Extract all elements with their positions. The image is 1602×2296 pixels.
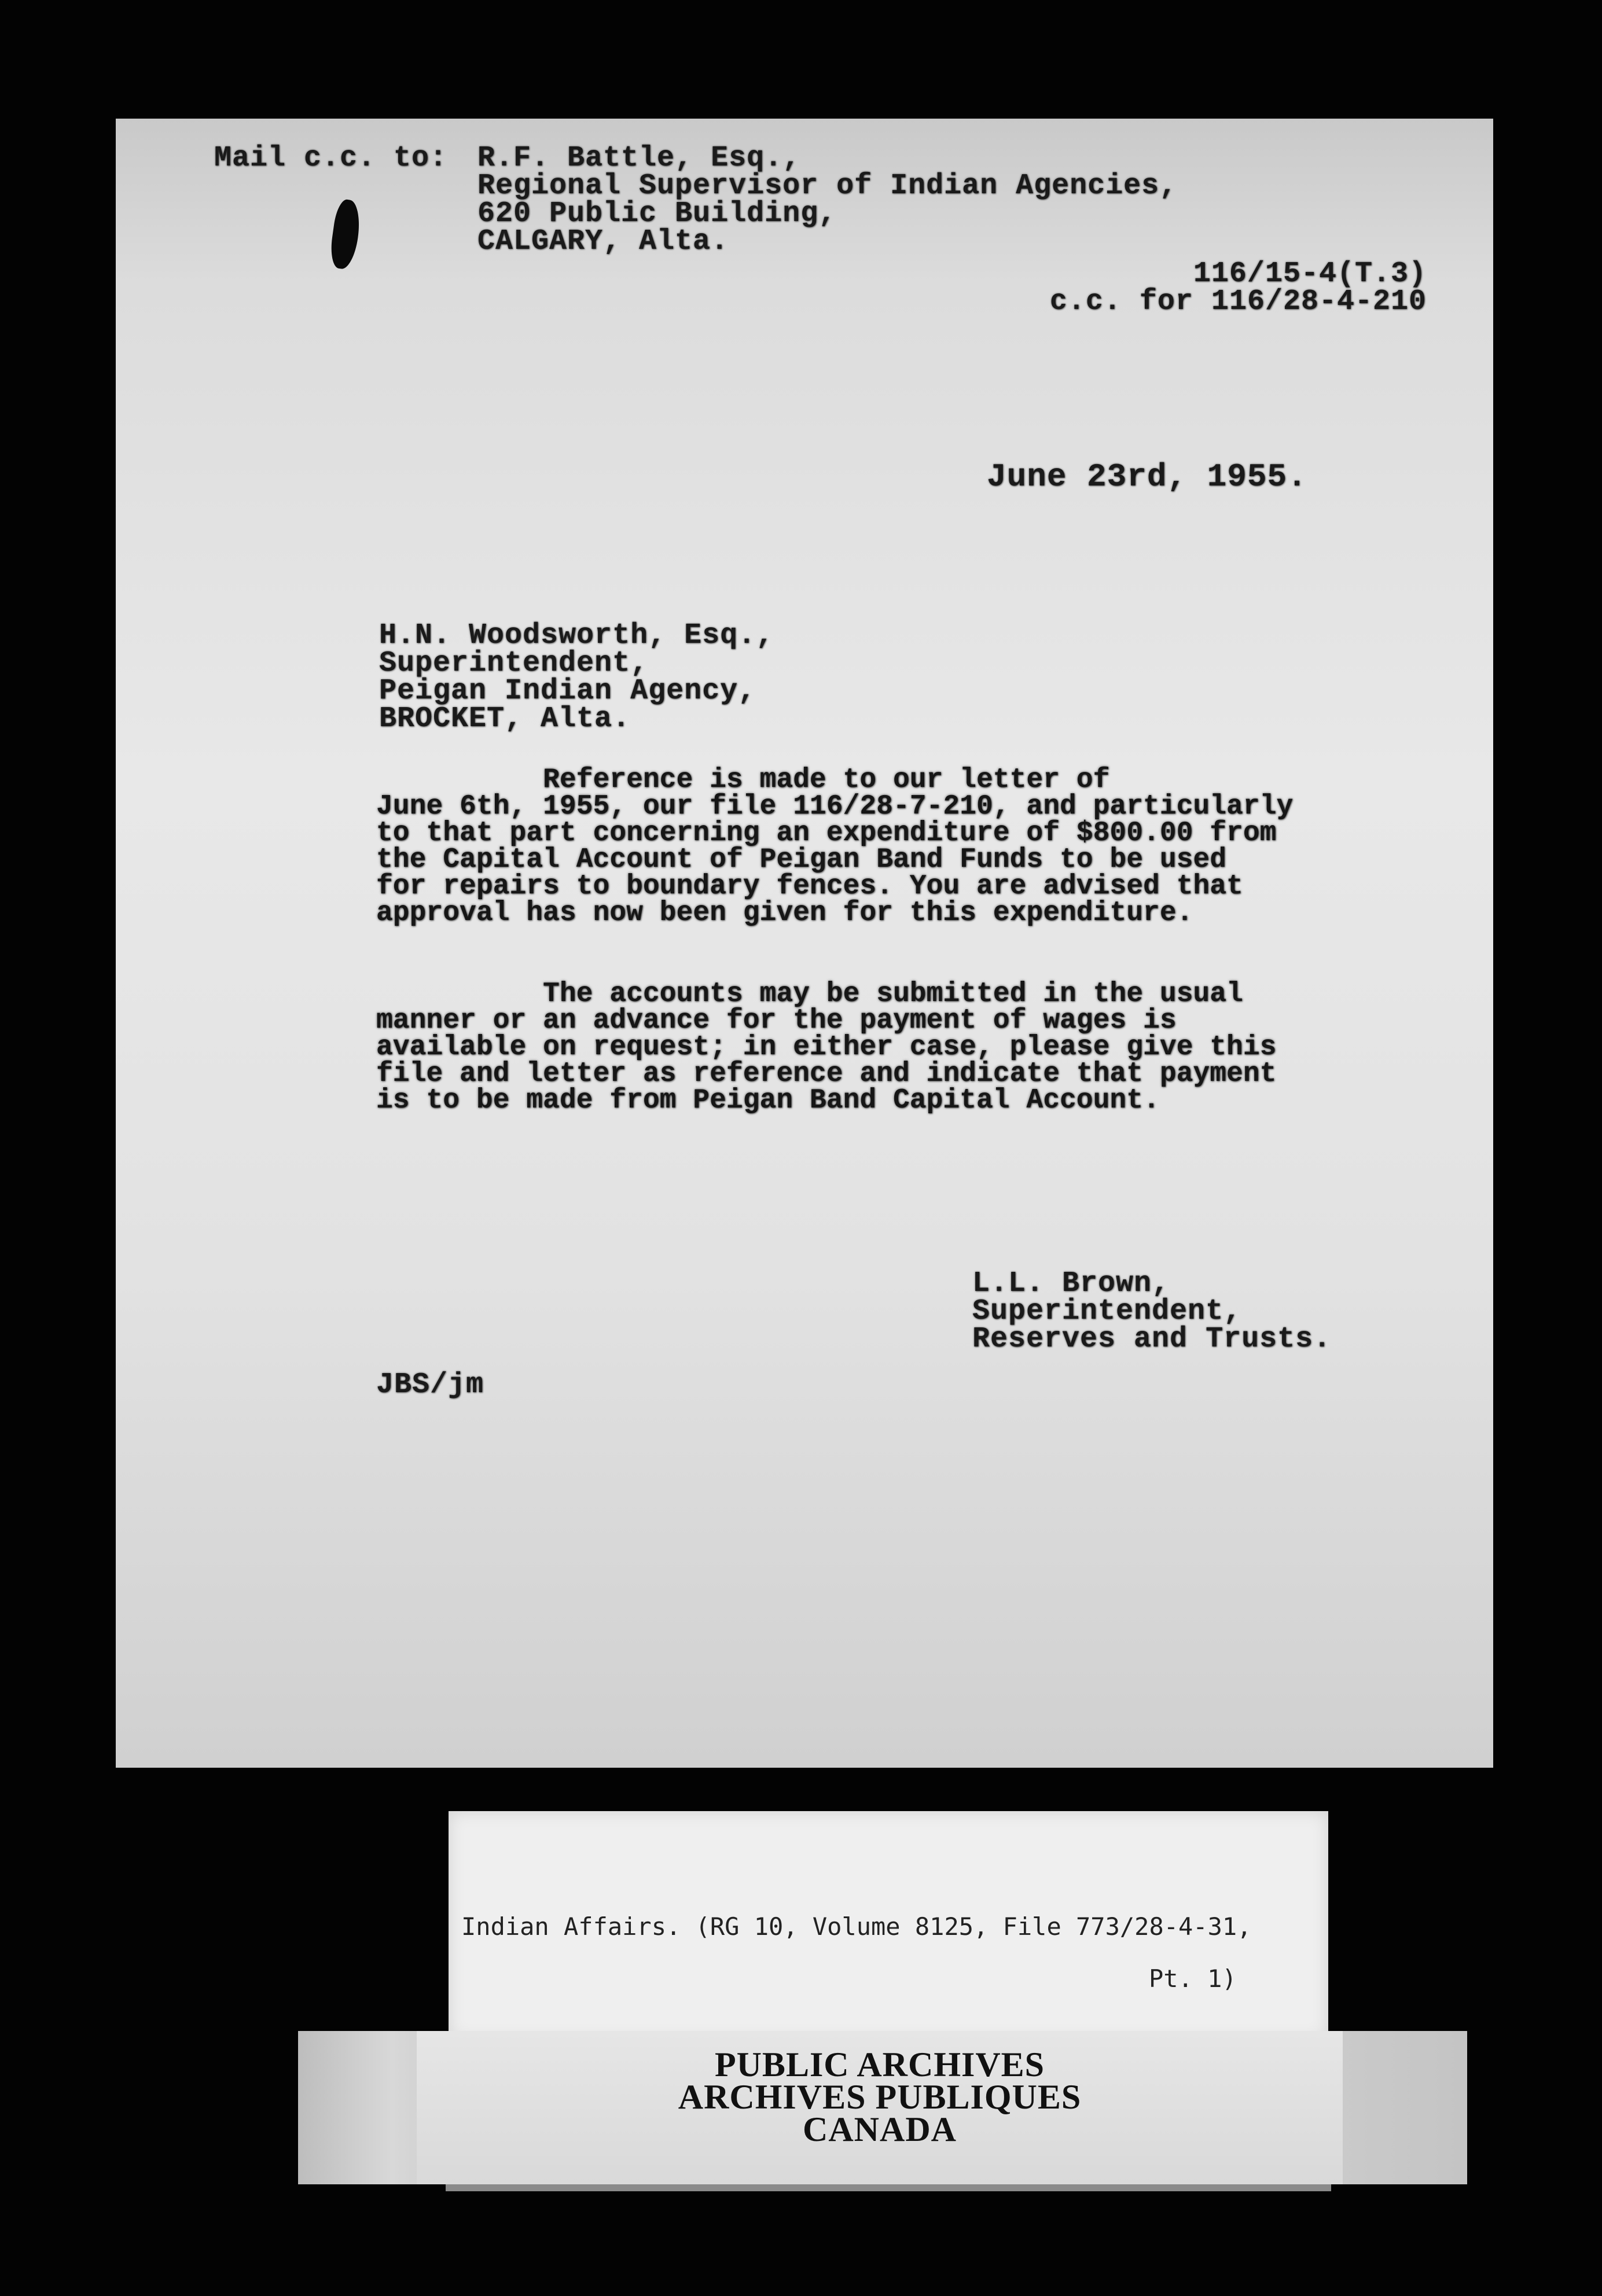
paragraph-line: approval has now been given for this expenditure. <box>376 897 1193 929</box>
file-ref-line: c.c. for 116/28-4-210 <box>1049 285 1427 318</box>
archive-reference-part: Pt. 1) <box>1149 1964 1237 1993</box>
paragraph-line: The accounts may be submitted in the usual <box>376 978 1243 1010</box>
film-edge <box>446 2184 1331 2191</box>
archives-line-country: CANADA <box>803 2110 957 2148</box>
addressee-line: H.N. Woodsworth, Esq., <box>379 619 774 652</box>
body-paragraph-1 <box>376 764 1476 929</box>
file-ref-line: 116/15-4(T.3) <box>1193 257 1427 290</box>
mail-cc-line: R.F. Battle, Esq., <box>477 142 801 175</box>
paragraph-line: the Capital Account of Peigan Band Funds to be used <box>376 844 1227 875</box>
letter-page <box>116 119 1493 1768</box>
archives-line-fr: ARCHIVES PUBLIQUES <box>678 2078 1082 2116</box>
paragraph-line: for repairs to boundary fences. You are advised that <box>376 871 1243 902</box>
mail-cc-recipient <box>477 142 1178 258</box>
mail-cc-label: Mail c.c. to: <box>214 142 448 175</box>
addressee-line: Superintendent, <box>379 647 649 680</box>
paragraph-line: manner or an advance for the payment of wages is <box>376 1005 1177 1036</box>
body-paragraph-2 <box>376 978 1476 1116</box>
archive-reference-text: Indian Affairs. (RG 10, Volume 8125, File 773/28-4-31, <box>461 1912 1252 1941</box>
addressee-line: Peigan Indian Agency, <box>379 675 756 708</box>
archive-reference-card <box>449 1811 1328 2040</box>
paragraph-line: June 6th, 1955, our file 116/28-7-210, and particularly <box>376 791 1294 822</box>
letter-date: June 23rd, 1955. <box>987 458 1307 495</box>
paragraph-line: to that part concerning an expenditure of $800.00 from <box>376 818 1277 849</box>
archives-stamp-strip <box>298 2031 1467 2184</box>
paragraph-line: available on request; in either case, please give this <box>376 1032 1277 1063</box>
signature-line: Superintendent, <box>972 1295 1242 1328</box>
archives-stamp <box>417 2031 1343 2184</box>
mail-cc-line: Regional Supervisor of Indian Agencies, <box>477 170 1178 203</box>
addressee-block <box>379 619 774 735</box>
signature-line: L.L. Brown, <box>972 1267 1170 1300</box>
paragraph-line: file and letter as reference and indicate that payment <box>376 1058 1277 1090</box>
archives-line-en: PUBLIC ARCHIVES <box>714 2045 1045 2084</box>
signature-block <box>972 1267 1332 1356</box>
mail-cc-line: CALGARY, Alta. <box>477 225 729 258</box>
ink-blot <box>328 198 363 271</box>
paragraph-line: Reference is made to our letter of <box>376 764 1110 796</box>
archives-stamp-text <box>417 2045 1343 2148</box>
typist-initials: JBS/jm <box>376 1368 484 1401</box>
paragraph-line: is to be made from Peigan Band Capital Account. <box>376 1085 1160 1116</box>
signature-line: Reserves and Trusts. <box>972 1323 1332 1356</box>
addressee-line: BROCKET, Alta. <box>379 702 631 735</box>
file-reference <box>1049 257 1427 318</box>
mail-cc-line: 620 Public Building, <box>477 197 837 230</box>
